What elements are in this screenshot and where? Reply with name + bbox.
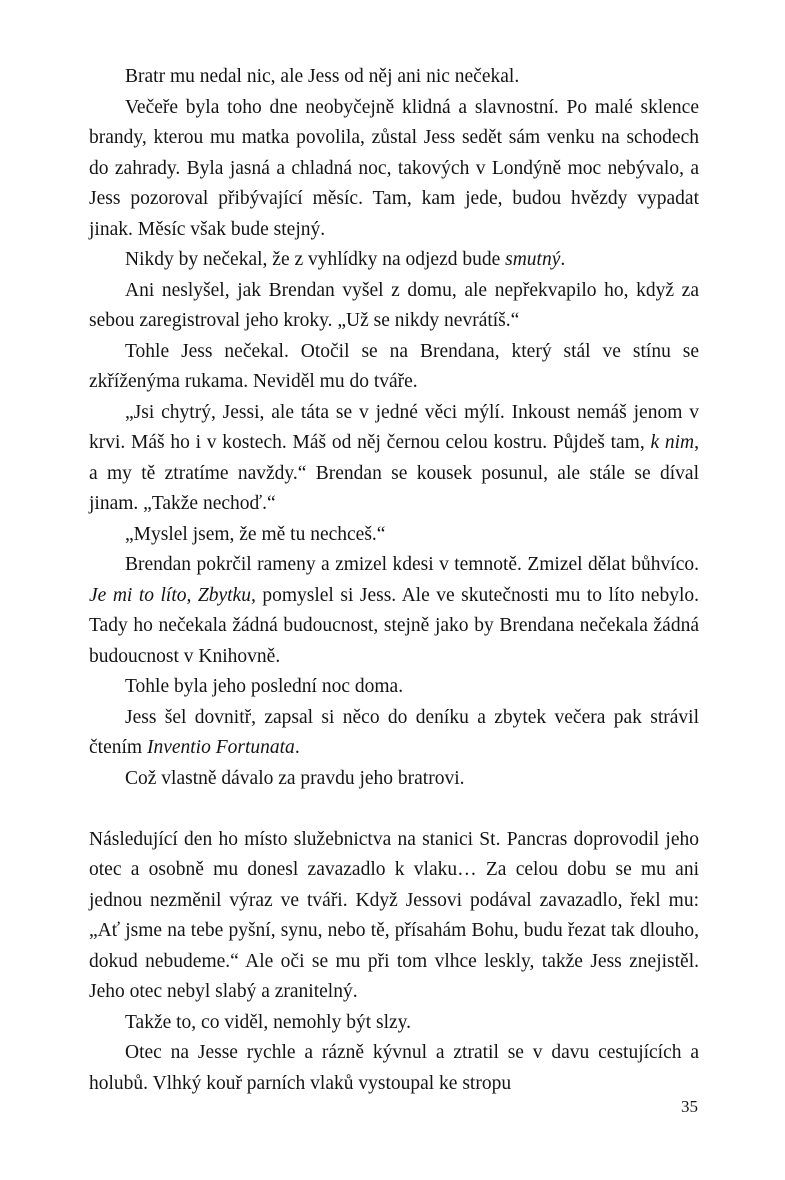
text-run: Takže to, co viděl, nemohly být slzy. [125, 1011, 412, 1033]
text-run: Ani neslyšel, jak Brendan vyšel z domu, ale nepřekvapilo ho, když za sebou zaregistroval jeho kroky. „Už se nikdy nevrátíš.“ [89, 279, 699, 331]
text-run: „Myslel jsem, že mě tu nechceš.“ [125, 523, 386, 545]
text-run: . [294, 737, 300, 758]
paragraph [89, 62, 699, 93]
text-run: pomyslel si Jess. Ale ve skutečnosti mu to líto nebylo. Tady ho nečekala žádná budoucnost, stejně jako by Brendana nečekala žádná budoucnost v Knihovně. [89, 584, 699, 667]
text-run-italic: k nim [650, 432, 695, 453]
paragraph [89, 703, 699, 764]
paragraph [89, 1038, 699, 1099]
text-run: Tohle byla jeho poslední noc doma. [125, 676, 404, 697]
text-run: Což vlastně dávalo za pravdu jeho bratrovi. [125, 767, 465, 789]
text-run-italic: smutný [505, 249, 561, 270]
paragraph [89, 93, 699, 246]
page-text [89, 62, 699, 1099]
text-run: Následující den ho místo služebnictva na stanici St. Pancras doprovodil jeho otec a osobně mu donesl zavazadlo k vlaku… Za celou dobu se mu ani jednou nezměnil výraz ve tváři. Když Jessovi podával zavazadlo, řekl mu: „Ať jsme na tebe pyšní, synu, nebo tě, přísahám Bohu, budu řezat tak dlouho, dokud nebudeme.“ Ale oči se mu při tom vlhce leskly, takže Jess znejistěl. Jeho otec nebyl slabý a zranitelný. [89, 828, 699, 1002]
text-run: Brendan pokrčil rameny a zmizel kdesi v temnotě. Zmizel dělat bůhvíco. [125, 554, 699, 575]
text-run: Nikdy by nečekal, že z vyhlídky na odjezd bude [125, 249, 506, 270]
text-run-italic: Je mi to líto, Zbytku, [89, 584, 256, 606]
paragraph [89, 825, 699, 1008]
paragraph [89, 550, 699, 672]
text-run: Večeře byla toho dne neobyčejně klidná a slavnostní. Po malé sklence brandy, kterou mu matka povolila, zůstal Jess sedět sám venku na schodech do zahrady. Byla jasná a chladná noc, takových v Londýně moc nebývalo, a Jess pozoroval přibývající měsíc. Tam, kam jede, budou hvězdy vypadat jinak. Měsíc však bude stejný. [89, 96, 699, 240]
paragraph [89, 520, 699, 551]
page-number: 35 [681, 1097, 698, 1116]
paragraph [89, 245, 699, 276]
text-run: . [560, 249, 566, 270]
text-run: , a my tě ztratíme navždy.“ Brendan se kousek posunul, ale stále se díval jinam. „Takže nechoď.“ [89, 432, 700, 514]
paragraph [89, 337, 699, 398]
paragraph [89, 398, 699, 520]
text-run: „Jsi chytrý, Jessi, ale táta se v jedné věci mýlí. Inkoust nemáš jenom v krvi. Máš ho i v kostech. Máš od něj černou celou kostru. Půjdeš tam, [89, 401, 699, 453]
text-run: Otec na Jesse rychle a rázně kývnul a ztratil se v davu cestujících a holubů. Vlhký kouř parních vlaků vystoupal ke stropu [89, 1042, 699, 1094]
paragraph [89, 672, 699, 703]
paragraph [89, 1008, 699, 1039]
paragraph [89, 276, 699, 337]
text-run-italic: Inventio Fortunata [146, 737, 295, 758]
paragraph [89, 764, 699, 795]
text-run: Jess šel dovnitř, zapsal si něco do deníku a zbytek večera pak strávil čtením [89, 706, 699, 758]
text-run: Tohle Jess nečekal. Otočil se na Brendana, který stál ve stínu se zkříženýma rukama. Neviděl mu do tváře. [89, 340, 699, 392]
text-run: Bratr mu nedal nic, ale Jess od něj ani nic nečekal. [125, 66, 520, 87]
